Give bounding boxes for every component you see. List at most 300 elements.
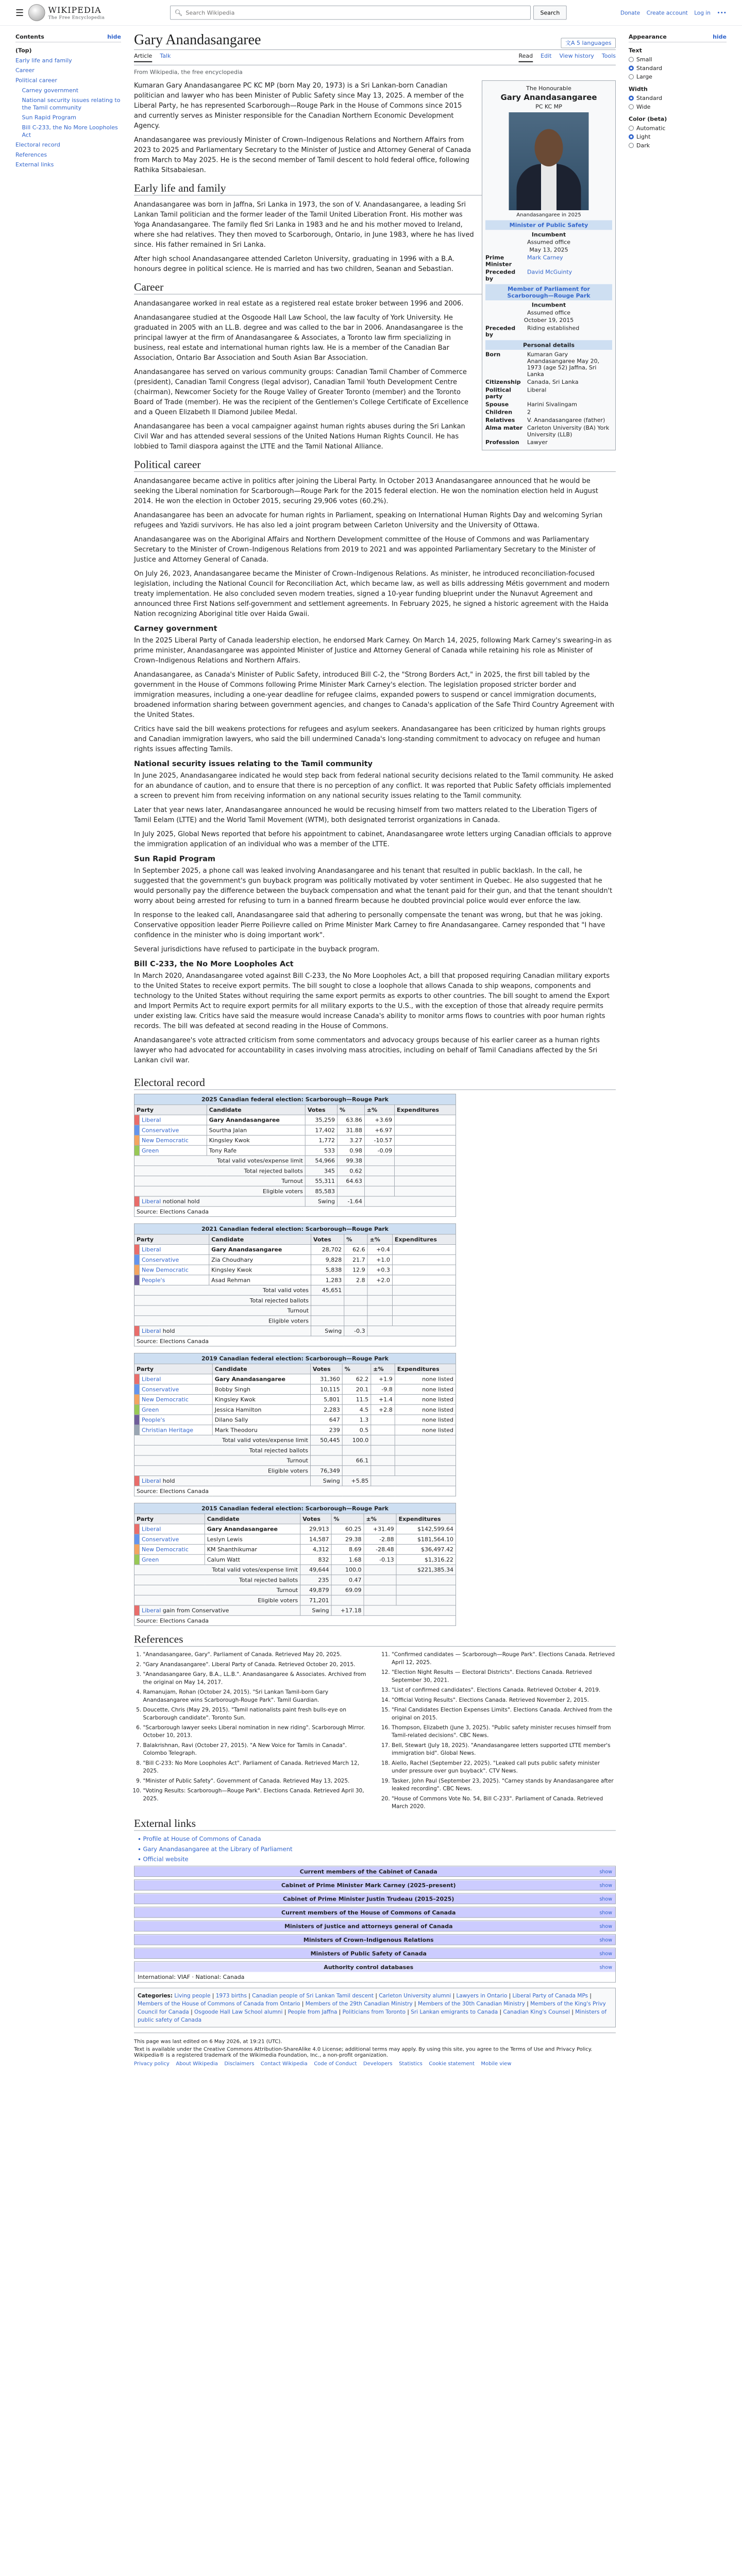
infobox-value: Kumaran Gary Anandasangaree May 20, 1973 (age 52) Jaffna, Sri Lanka bbox=[527, 351, 600, 378]
blank-cell bbox=[367, 1326, 456, 1336]
toc-item[interactable]: Carney government bbox=[22, 87, 79, 94]
infobox-office2-assumed: Assumed office bbox=[527, 309, 571, 316]
category-link[interactable]: Sri Lankan emigrants to Canada bbox=[411, 2008, 498, 2015]
change: +1.4 bbox=[371, 1395, 395, 1405]
summary-percent: 69.09 bbox=[331, 1585, 364, 1596]
summary-change bbox=[364, 1585, 396, 1596]
footer-link[interactable]: Statistics bbox=[399, 2060, 423, 2066]
appearance-option-label: Large bbox=[636, 73, 652, 80]
section-paragraph: Anandasangaree, as Canada's Minister of Public Safety, introduced Bill C-2, the "Strong Borders Act," in 2025, the first bill tabled by the government in the House of Commons following Prime Minister Mark Carney's election. The legislation proposed stricter border and immigration measures, including a one-year deadline for refugee claims, expanded powers to suspend or cancel immigration documents, broadened information sharing between government agencies, and changes to Canada's application of the Safe Third Country Agreement with the United States. bbox=[134, 670, 615, 719]
votes: 31,360 bbox=[310, 1374, 342, 1384]
category-link[interactable]: Osgoode Hall Law School alumni bbox=[194, 2008, 283, 2015]
category-link[interactable]: Canadian King's Counsel bbox=[503, 2008, 570, 2015]
tab-article[interactable]: Article bbox=[134, 53, 152, 62]
expenditures: none listed bbox=[395, 1395, 456, 1405]
hold-party bbox=[140, 1476, 311, 1486]
election-source-row bbox=[134, 1207, 456, 1217]
external-link[interactable]: • Gary Anandasangaree at the Library of Parliament bbox=[143, 1845, 616, 1853]
expenditures bbox=[395, 1136, 456, 1146]
party-name[interactable]: New Democratic bbox=[140, 1545, 205, 1555]
summary-percent: 0.62 bbox=[337, 1166, 364, 1176]
toc-item[interactable]: Political career bbox=[15, 77, 57, 84]
section-paragraph: In September 2025, a phone call was leaked involving Anandasangaree and his tenant that resulted in public backlash. In the call, he suggested that the government's gun buyback program was politically motivated by voter sentiment in Quebec. He also suggested that he would personally pay the difference between the buyback compensation and what the tenant paid for their gun, and that the tenant shouldn't worry about being arrested for refusing to turn in a banned firearm because he doubted provincial police would ever enforce the law. bbox=[134, 867, 613, 905]
party-color-swatch bbox=[134, 1255, 140, 1265]
site-logo[interactable] bbox=[28, 4, 170, 21]
appearance-option-width[interactable] bbox=[629, 94, 727, 103]
infobox-name: Gary Anandasangaree bbox=[500, 93, 597, 102]
appearance-option-text[interactable] bbox=[629, 73, 727, 81]
summary-expenditures bbox=[395, 1156, 456, 1166]
party-color-swatch bbox=[134, 1425, 140, 1435]
article-body bbox=[134, 80, 616, 2072]
navbox bbox=[134, 1907, 616, 1918]
hold-party bbox=[140, 1196, 306, 1207]
party-name[interactable]: People's bbox=[140, 1275, 209, 1285]
votes: 10,115 bbox=[310, 1384, 342, 1395]
change: +3.69 bbox=[364, 1115, 394, 1125]
category-link[interactable]: Members of the King's Privy Council for Canada bbox=[138, 2000, 606, 2015]
expenditures bbox=[395, 1145, 456, 1156]
section-paragraph: Anandasangaree worked in real estate as a registered real estate broker between 1996 and 2006. bbox=[134, 299, 464, 308]
election-summary-row bbox=[134, 1186, 456, 1196]
section-paragraph: Anandasangaree has served on various community groups: Canadian Tamil Chamber of Commerce (president), Canadian Tamil Congress (legal advisor), Canadian Tamil Youth Development Centre (chairman), Newcomer Society for the Rouge Valley of Greater Toronto (member) and the Toronto Board of Trade (member). He was the recipient of the Gentlemen's College Certificate of Excellence and a Queen Elizabeth II Diamond Jubilee Medal. bbox=[134, 368, 468, 416]
category-link[interactable]: Carleton University alumni bbox=[379, 1992, 451, 1999]
footer-link[interactable]: Contact Wikipedia bbox=[260, 2060, 308, 2066]
header-link[interactable]: Create account bbox=[646, 9, 688, 16]
navbox bbox=[134, 1947, 616, 1959]
candidate-name: Gary Anandasangaree bbox=[205, 1524, 300, 1534]
infobox bbox=[482, 80, 616, 450]
electoral-heading: Electoral record bbox=[134, 1076, 616, 1090]
navbox bbox=[134, 1920, 616, 1931]
navbox-toggle[interactable]: show bbox=[599, 1951, 612, 1957]
section-paragraph: Anandasangaree was on the Aboriginal Affairs and Northern Development committee of the House of Commons and was Parliamentary Secretary to the Minister of Crown–Indigenous Relations from 2019 to 2021 and was appointed Parliamentary Secretary to the Minister of Justice and Attorney General of Canada. bbox=[134, 535, 596, 564]
summary-expenditures: $221,385.34 bbox=[396, 1565, 456, 1575]
infobox-key: Profession bbox=[485, 439, 519, 446]
authority-toggle[interactable]: show bbox=[599, 1964, 612, 1970]
candidate-name: Sourtha Jalan bbox=[207, 1125, 305, 1136]
election-row bbox=[134, 1415, 456, 1425]
summary-change bbox=[371, 1435, 395, 1446]
election-summary-row bbox=[134, 1435, 456, 1446]
candidate-name: Kingsley Kwok bbox=[209, 1265, 311, 1275]
election-caption: 2019 Canadian federal election: Scarborough—Rouge Park bbox=[134, 1353, 456, 1364]
election-header: % bbox=[344, 1234, 367, 1245]
infobox-row bbox=[485, 386, 612, 400]
summary-label: Eligible voters bbox=[134, 1316, 311, 1326]
section-paragraph: Several jurisdictions have refused to participate in the buyback program. bbox=[134, 945, 380, 953]
summary-percent bbox=[344, 1316, 367, 1326]
wordmark: WIKIPEDIA The Free Encyclopedia bbox=[48, 5, 105, 20]
navbox-toggle[interactable]: show bbox=[599, 1937, 612, 1943]
appearance-option-text[interactable] bbox=[629, 64, 727, 73]
navbox-toggle[interactable]: show bbox=[599, 1869, 612, 1875]
election-header: Votes bbox=[300, 1514, 331, 1524]
party-name[interactable]: Liberal bbox=[140, 1245, 209, 1255]
summary-votes: 54,966 bbox=[305, 1156, 337, 1166]
summary-percent bbox=[344, 1306, 367, 1316]
reference-item: 18. Aiello, Rachel (September 22, 2025). "Leaked call puts public safety minister under pressure over gun buyback". CTV News. bbox=[392, 1759, 616, 1774]
election-header: Votes bbox=[310, 1364, 342, 1374]
section-paragraph: In March 2020, Anandasangaree voted against Bill C-233, the No More Loopholes Act, a bill that proposed requiring Canadian military exports to the United States to receive export permits. The bill sought to close a loophole that allows Canada to ship weapons, components and technology to the United States without requiring the same export permits as exports to other countries. The bill sought to amend the Export and Import Permits Act to require export permits for all military exports to the U.S., with the exception of those that already require permits under existing law. Critics have said the measure would increase Canada's ability to monitor arms flows to countries with poor human rights records. The bill was defeated at second reading in the House of Commons. bbox=[134, 972, 610, 1030]
reference-item: 12. "Election Night Results — Electoral Districts". Elections Canada. Retrieved September 30, 2021. bbox=[392, 1668, 616, 1684]
category-link[interactable]: Canadian people of Sri Lankan Tamil descent bbox=[252, 1992, 374, 1999]
navbox-title: Ministers of Crown–Indigenous Relations bbox=[303, 1936, 434, 1943]
summary-change bbox=[367, 1285, 392, 1296]
party-name[interactable]: Liberal bbox=[140, 1374, 213, 1384]
page-tabs bbox=[134, 50, 616, 65]
summary-votes: 85,583 bbox=[305, 1186, 337, 1196]
swing-label: Swing bbox=[305, 1196, 337, 1207]
search-input[interactable] bbox=[185, 9, 526, 16]
header-link[interactable]: Donate bbox=[620, 9, 640, 16]
navbox-toggle[interactable]: show bbox=[599, 1896, 612, 1902]
toc-item[interactable]: Bill C-233, the No More Loopholes Act bbox=[22, 124, 118, 138]
section-paragraph: Anandasangaree has been an advocate for human rights in Parliament, speaking on International Human Rights Day and welcoming Syrian refugees and Yazidi survivors. He has also led a joint program between Carleton University and the University of Ottawa. bbox=[134, 511, 603, 529]
party-name[interactable]: New Democratic bbox=[140, 1395, 213, 1405]
appearance-option-color[interactable] bbox=[629, 141, 727, 150]
party-name[interactable]: Green bbox=[140, 1145, 207, 1156]
external-link[interactable]: • Official website bbox=[143, 1855, 616, 1863]
summary-percent bbox=[342, 1466, 371, 1476]
election-summary-row bbox=[134, 1306, 456, 1316]
category-link[interactable]: Politicians from Toronto bbox=[342, 2008, 406, 2015]
expenditures: none listed bbox=[395, 1404, 456, 1415]
summary-change bbox=[364, 1575, 396, 1585]
tab-view-history[interactable]: View history bbox=[559, 53, 594, 59]
footer-link[interactable]: Disclaimers bbox=[224, 2060, 255, 2066]
radio-icon bbox=[629, 126, 634, 131]
summary-label: Total valid votes/expense limit bbox=[134, 1565, 300, 1575]
reference-item: 20. "House of Commons Vote No. 54, Bill C-233". Parliament of Canada. Retrieved March 2020. bbox=[392, 1794, 616, 1810]
candidate-name: KM Shanthikumar bbox=[205, 1545, 300, 1555]
election-row bbox=[134, 1534, 456, 1545]
category-link[interactable]: People from Jaffna bbox=[288, 2008, 338, 2015]
toc-item[interactable]: Sun Rapid Program bbox=[22, 114, 76, 121]
radio-icon bbox=[629, 74, 634, 79]
category-link[interactable]: Living people bbox=[174, 1992, 211, 1999]
summary-votes bbox=[310, 1445, 342, 1455]
party-color-swatch bbox=[134, 1545, 140, 1555]
toc-item[interactable]: Electoral record bbox=[15, 141, 60, 148]
footer-link[interactable]: Developers bbox=[363, 2060, 393, 2066]
election-row bbox=[134, 1245, 456, 1255]
election-summary-row bbox=[134, 1166, 456, 1176]
hold-party bbox=[140, 1326, 311, 1336]
appearance-option-width[interactable] bbox=[629, 103, 727, 111]
infobox-value: Liberal bbox=[527, 386, 547, 394]
summary-expenditures bbox=[392, 1306, 456, 1316]
election-hold-row bbox=[134, 1476, 456, 1486]
election-hold-row bbox=[134, 1326, 456, 1336]
summary-label: Total valid votes/expense limit bbox=[134, 1156, 306, 1166]
toc-item[interactable]: National security issues relating to the Tamil community bbox=[22, 96, 121, 111]
tab-read[interactable]: Read bbox=[519, 53, 533, 62]
expenditures bbox=[392, 1255, 456, 1265]
summary-percent: 66.1 bbox=[342, 1455, 371, 1466]
footer-link[interactable]: Code of Conduct bbox=[314, 2060, 357, 2066]
infobox-row bbox=[485, 401, 612, 408]
party-name[interactable]: Green bbox=[140, 1554, 205, 1565]
radio-icon bbox=[629, 104, 634, 109]
navbox-toggle[interactable]: show bbox=[599, 1882, 612, 1888]
radio-icon bbox=[629, 57, 634, 62]
change: -0.09 bbox=[364, 1145, 394, 1156]
summary-votes: 345 bbox=[305, 1166, 337, 1176]
appearance-title: Appearance hide bbox=[629, 33, 727, 42]
infobox-row bbox=[485, 351, 612, 378]
election-row bbox=[134, 1545, 456, 1555]
appearance-option-label: Light bbox=[636, 133, 651, 140]
main-menu-icon[interactable]: ☰ bbox=[15, 7, 24, 18]
hold-party-name[interactable]: Liberal bbox=[142, 1607, 161, 1614]
tab-tools[interactable]: Tools bbox=[601, 53, 616, 59]
summary-label: Turnout bbox=[134, 1455, 311, 1466]
election-header: % bbox=[342, 1364, 371, 1374]
percent: 20.1 bbox=[342, 1384, 371, 1395]
toc-item[interactable]: Career bbox=[15, 67, 35, 74]
section-heading-career: Career bbox=[134, 280, 616, 295]
election-row bbox=[134, 1255, 456, 1265]
votes: 5,801 bbox=[310, 1395, 342, 1405]
appearance-option-color[interactable] bbox=[629, 132, 727, 141]
summary-expenditures bbox=[392, 1316, 456, 1326]
tab-edit[interactable]: Edit bbox=[541, 53, 552, 59]
summary-votes: 55,311 bbox=[305, 1176, 337, 1187]
summary-votes: 50,445 bbox=[310, 1435, 342, 1446]
navbox-title-row bbox=[134, 1866, 615, 1876]
election-summary-row bbox=[134, 1466, 456, 1476]
summary-change bbox=[367, 1306, 392, 1316]
summary-change bbox=[364, 1156, 394, 1166]
election-row bbox=[134, 1374, 456, 1384]
hold-label: hold bbox=[162, 1328, 175, 1334]
votes: 832 bbox=[300, 1554, 331, 1565]
summary-expenditures bbox=[396, 1585, 456, 1596]
election-header: Expenditures bbox=[392, 1234, 456, 1245]
summary-label: Total rejected ballots bbox=[134, 1575, 300, 1585]
change: +2.8 bbox=[371, 1404, 395, 1415]
toc-item[interactable]: Early life and family bbox=[15, 57, 72, 64]
infobox-value: Canada, Sri Lanka bbox=[527, 379, 579, 385]
change bbox=[371, 1415, 395, 1425]
percent: 29.38 bbox=[331, 1534, 364, 1545]
header-link[interactable]: Log in bbox=[694, 9, 711, 16]
election-hold-row bbox=[134, 1196, 456, 1207]
infobox-value: 2 bbox=[527, 409, 531, 416]
summary-change bbox=[364, 1565, 396, 1575]
infobox-office1-pred: Preceded by David McGuinty bbox=[485, 268, 572, 282]
footer-link[interactable]: Privacy policy bbox=[134, 2060, 170, 2066]
category-link[interactable]: 1973 births bbox=[215, 1992, 247, 1999]
reference-item: 9. "Minister of Public Safety". Government of Canada. Retrieved May 13, 2025. bbox=[143, 1777, 367, 1785]
infobox-key: Citizenship bbox=[485, 379, 521, 385]
infobox-row bbox=[485, 379, 612, 385]
election-table bbox=[134, 1224, 456, 1347]
percent: 3.27 bbox=[337, 1136, 364, 1146]
party-name[interactable]: Conservative bbox=[140, 1255, 209, 1265]
election-source: Source: Elections Canada bbox=[134, 1616, 456, 1626]
votes: 28,702 bbox=[311, 1245, 344, 1255]
section-paragraph: In the 2025 Liberal Party of Canada leadership election, he endorsed Mark Carney. On March 14, 2025, following Mark Carney's swearing-in as prime minister, Anandasangaree was appointed Minister of Justice and Attorney General of Canada while retaining his role as Minister of Crown–Indigenous Relations and Northern Affairs. bbox=[134, 636, 612, 665]
summary-change bbox=[367, 1295, 392, 1306]
party-name[interactable]: People's bbox=[140, 1415, 213, 1425]
election-summary-row bbox=[134, 1285, 456, 1296]
reference-item: 19. Tasker, John Paul (September 23, 2025). "Carney stands by Anandasangaree after leaked recording". CBC News. bbox=[392, 1777, 616, 1792]
election-summary-row bbox=[134, 1156, 456, 1166]
toc-hide-button[interactable]: hide bbox=[107, 33, 121, 40]
category-link[interactable]: Liberal Party of Canada MPs bbox=[512, 1992, 588, 1999]
infobox-office1[interactable]: Minister of Public Safety bbox=[485, 221, 612, 230]
party-name[interactable]: New Democratic bbox=[140, 1136, 207, 1146]
portrait-caption: Anandasangaree in 2025 bbox=[516, 212, 581, 218]
election-summary-row bbox=[134, 1575, 456, 1585]
hold-party-name[interactable]: Liberal bbox=[142, 1198, 161, 1205]
expenditures: $1,316.22 bbox=[396, 1554, 456, 1565]
change: -9.8 bbox=[371, 1384, 395, 1395]
expenditures bbox=[395, 1125, 456, 1136]
section-heading-sunrapid: Sun Rapid Program bbox=[134, 854, 216, 863]
votes: 29,913 bbox=[300, 1524, 331, 1534]
infobox-row bbox=[485, 417, 612, 423]
reference-item: 11. "Confirmed candidates — Scarborough—Rouge Park". Elections Canada. Retrieved April 12, 2025. bbox=[392, 1651, 616, 1666]
percent: 60.25 bbox=[331, 1524, 364, 1534]
summary-votes: 49,644 bbox=[300, 1565, 331, 1575]
election-row bbox=[134, 1425, 456, 1435]
party-color-swatch bbox=[134, 1115, 140, 1125]
authority-values: International: VIAF · National: Canada bbox=[138, 1973, 245, 1980]
wikipedia-globe-icon bbox=[28, 4, 45, 21]
summary-votes: 71,201 bbox=[300, 1595, 331, 1605]
search-button[interactable]: Search bbox=[533, 6, 567, 20]
party-color-swatch bbox=[134, 1245, 140, 1255]
main-content bbox=[126, 26, 623, 2072]
category-link[interactable]: Members of the House of Commons of Canada from Ontario bbox=[138, 2000, 300, 2007]
section-heading-political: Political career bbox=[134, 458, 616, 472]
infobox-office1-date: May 13, 2025 bbox=[529, 246, 568, 253]
navbox-toggle[interactable]: show bbox=[599, 1923, 612, 1929]
footer-link[interactable]: Cookie statement bbox=[429, 2060, 475, 2066]
summary-change bbox=[364, 1186, 394, 1196]
candidate-name: Kingsley Kwok bbox=[212, 1395, 310, 1405]
appearance-option-color[interactable] bbox=[629, 124, 727, 132]
hold-party-name[interactable]: Liberal bbox=[142, 1478, 161, 1484]
summary-percent: 0.47 bbox=[331, 1575, 364, 1585]
toc-item[interactable]: References bbox=[15, 151, 47, 158]
swing-value: -1.64 bbox=[337, 1196, 364, 1207]
appearance-hide-button[interactable]: hide bbox=[713, 33, 727, 40]
section-heading-early: Early life and family bbox=[134, 181, 616, 196]
language-button[interactable]: 文A 5 languages bbox=[561, 38, 616, 48]
navbox-title: Ministers of justice and attorneys general of Canada bbox=[284, 1923, 453, 1929]
election-row bbox=[134, 1145, 456, 1156]
portrait-image[interactable] bbox=[509, 112, 589, 210]
candidate-name: Bobby Singh bbox=[212, 1384, 310, 1395]
swing-value: -0.3 bbox=[344, 1326, 367, 1336]
category-link[interactable]: Lawyers in Ontario bbox=[456, 1992, 508, 1999]
hold-party-name[interactable]: Liberal bbox=[142, 1328, 161, 1334]
tab-talk[interactable]: Talk bbox=[160, 53, 171, 59]
summary-change bbox=[364, 1595, 396, 1605]
infobox-office2-pred: Preceded by Riding established bbox=[485, 325, 580, 338]
party-name[interactable]: New Democratic bbox=[140, 1265, 209, 1275]
navbox-toggle[interactable]: show bbox=[599, 1909, 612, 1916]
election-header: ±% bbox=[364, 1105, 394, 1115]
category-link[interactable]: Members of the 30th Canadian Ministry bbox=[417, 2000, 525, 2007]
infobox-postnominals: PC KC MP bbox=[535, 103, 562, 110]
election-row bbox=[134, 1125, 456, 1136]
party-name[interactable]: Liberal bbox=[140, 1115, 207, 1125]
site-header bbox=[0, 0, 742, 26]
footer-link[interactable]: About Wikipedia bbox=[176, 2060, 218, 2066]
navbox bbox=[134, 1893, 616, 1904]
appearance-option-text[interactable] bbox=[629, 55, 727, 64]
category-link[interactable]: Members of the 29th Canadian Ministry bbox=[305, 2000, 413, 2007]
appearance-sidebar bbox=[623, 26, 727, 2072]
infobox-office2[interactable]: Member of Parliament for Scarborough—Rouge Park bbox=[485, 284, 612, 301]
summary-expenditures bbox=[395, 1455, 456, 1466]
infobox-personal-header: Personal details bbox=[485, 340, 612, 350]
summary-expenditures bbox=[395, 1166, 456, 1176]
summary-votes: 235 bbox=[300, 1575, 331, 1585]
party-name[interactable]: Green bbox=[140, 1404, 213, 1415]
candidate-name: Zia Choudhary bbox=[209, 1255, 311, 1265]
party-color-swatch bbox=[134, 1196, 140, 1207]
party-color-swatch bbox=[134, 1415, 140, 1425]
section-paragraph: Anandasangaree studied at the Osgoode Hall Law School, the law faculty of York University. He graduated in 2005 with an LL.B. degree and was called to the bar in 2006. Anandasangaree is the principal lawyer at the firm of Anandasangaree & Associates, a Toronto law firm specializing in business, real estate and international human rights law. He is a member of the Canadian Bar Association, Ontario Bar Association and South Asian Bar Association. bbox=[134, 313, 463, 362]
search-icon: 🔍︎ bbox=[174, 9, 183, 16]
summary-label: Total rejected ballots bbox=[134, 1445, 311, 1455]
section-paragraph: Anandasangaree has been a vocal campaigner against human rights abuses during the Sri Lankan Civil War and has attended several sessions of the United Nations Human Rights Council. He has lobbied to Tamil diaspora against the LTTE and the Tamil National Alliance. bbox=[134, 422, 465, 450]
external-link[interactable]: • Profile at House of Commons of Canada bbox=[143, 1835, 616, 1843]
election-source: Source: Elections Canada bbox=[134, 1486, 456, 1496]
appearance-option-label: Standard bbox=[636, 95, 663, 101]
footer-link[interactable]: Mobile view bbox=[481, 2060, 512, 2066]
summary-label: Eligible voters bbox=[134, 1186, 306, 1196]
toc-item[interactable]: (Top) bbox=[15, 47, 32, 54]
summary-votes bbox=[311, 1306, 344, 1316]
change: +0.3 bbox=[367, 1265, 392, 1275]
summary-percent: 100.0 bbox=[331, 1565, 364, 1575]
percent: 11.5 bbox=[342, 1395, 371, 1405]
summary-label: Turnout bbox=[134, 1585, 300, 1596]
summary-change bbox=[364, 1176, 394, 1187]
infobox-row bbox=[485, 425, 612, 438]
blank-cell bbox=[364, 1196, 456, 1207]
toc-item[interactable]: External links bbox=[15, 161, 54, 168]
infobox-value: Harini Sivalingam bbox=[527, 401, 577, 408]
summary-votes: 45,651 bbox=[311, 1285, 344, 1296]
width-label: Width bbox=[629, 86, 648, 92]
party-name[interactable]: Conservative bbox=[140, 1534, 205, 1545]
category-link[interactable]: Ministers of public safety of Canada bbox=[138, 2008, 607, 2023]
party-color-swatch bbox=[134, 1275, 140, 1285]
header-link[interactable]: ••• bbox=[717, 9, 727, 16]
blank-cell bbox=[371, 1476, 456, 1486]
candidate-name: Dilano Sally bbox=[212, 1415, 310, 1425]
expenditures bbox=[392, 1275, 456, 1285]
summary-percent bbox=[342, 1445, 371, 1455]
reference-item: 2. "Gary Anandasangaree". Liberal Party of Canada. Retrieved October 20, 2015. bbox=[143, 1660, 367, 1668]
party-name[interactable]: Christian Heritage bbox=[140, 1425, 213, 1435]
party-name[interactable]: Liberal bbox=[140, 1524, 205, 1534]
party-name[interactable]: Conservative bbox=[140, 1125, 207, 1136]
party-name[interactable]: Conservative bbox=[140, 1384, 213, 1395]
expenditures bbox=[392, 1265, 456, 1275]
election-table bbox=[134, 1094, 456, 1217]
election-header: Party bbox=[134, 1234, 209, 1245]
summary-label: Total rejected ballots bbox=[134, 1295, 311, 1306]
